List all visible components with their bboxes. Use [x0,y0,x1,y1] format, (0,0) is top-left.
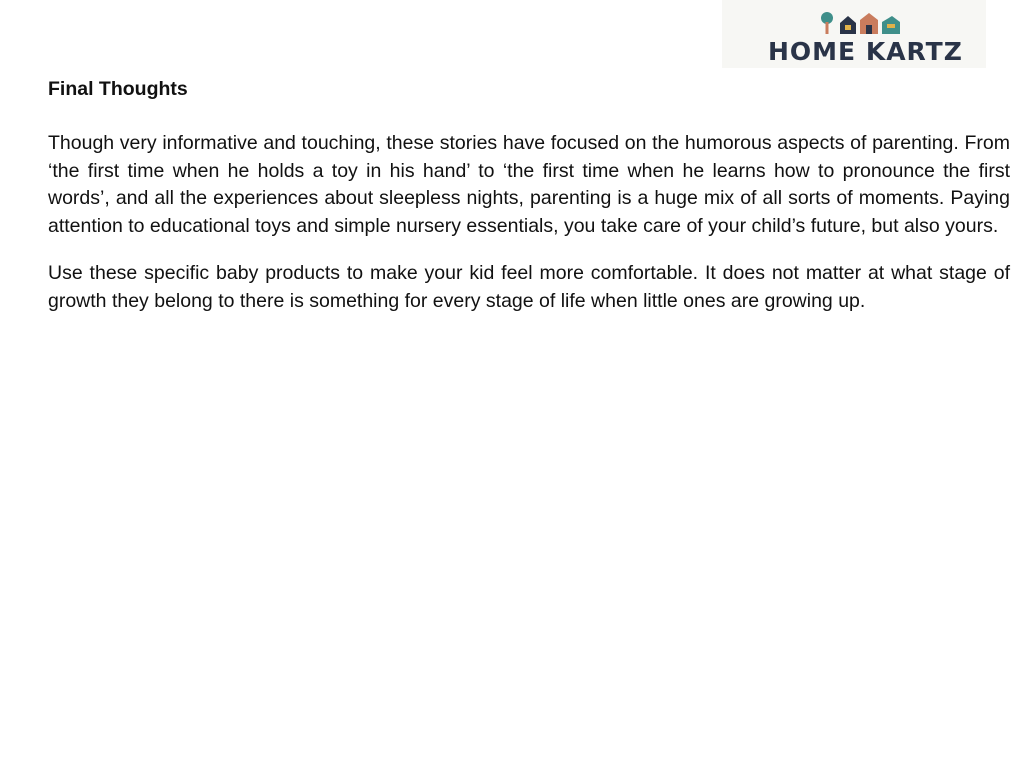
section-heading: Final Thoughts [48,78,188,100]
paragraph-2: Use these specific baby products to make your kid feel more comfortable. It does not matter at what stage of growth they belong to there is something for every stage of life when little ones are growing up. [48,262,1010,312]
brand-logo [722,0,986,68]
tree-trunk [826,22,829,34]
logo-illustration-icon [818,10,902,36]
house-2-door [866,25,872,34]
paragraph-1: Though very informative and touching, these stories have focused on the humorous aspects of parenting. From ‘the first time when he holds a toy in his hand’ to ‘the first time when he learns how to pronounce the first words’, and all the experiences about sleepless nights, parenting is a huge mix of all sorts of moments. Paying attention to educational toys and simple nursery essentials, you take care of your child’s future, but also yours. [48,132,1010,237]
article-body [48,76,1010,336]
logo-text: HOME KARTZ [768,37,963,66]
house-window [845,25,851,30]
toy-detail [887,24,895,28]
